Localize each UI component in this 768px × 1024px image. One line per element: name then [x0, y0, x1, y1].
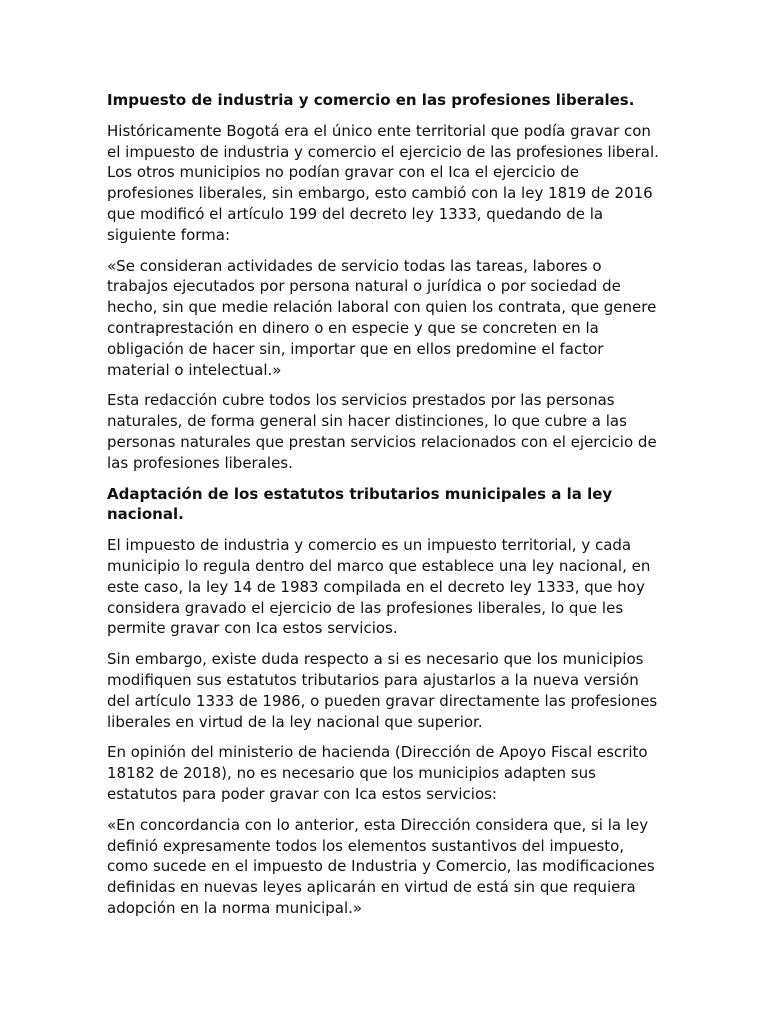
quote-articulo-199: «Se consideran actividades de servicio todas las tareas, labores o trabajos ejecutados por persona natural o jurídica o por sociedad de hecho, sin que medie relación laboral con quien los contrata, que genere contraprestación en dinero o en especie y que se concreten en la obligación de hacer sin, importar que en ellos predomine el factor material o intelectual.» — [107, 256, 657, 379]
paragraph-duda: Sin embargo, existe duda respecto a si es necesario que los municipios modifiquen sus estatutos tributarios para ajustarlos a la nueva versión del artículo 1333 de 1986, o pueden gravar directamente las profesiones liberales en virtud de la ley nacional que superior. — [107, 650, 658, 731]
quote-direccion-apoyo-fiscal: «En concordancia con lo anterior, esta Dirección considera que, si la ley definió expresamente todos los elementos sustantivos del impuesto, como sucede en el impuesto de Industria y Comercio, las modificaciones definidas en nuevas leyes aplicarán en virtud de está sin que requiera adopción en la norma municipal.» — [107, 815, 655, 917]
paragraph-impuesto-territorial: El impuesto de industria y comercio es un impuesto territorial, y cada municipio lo regula dentro del marco que establece una ley nacional, en este caso, la ley 14 de 1983 compilada en el decreto ley 1333, que hoy considera gravado el ejercicio de las profesiones liberales, lo que les permite gravar con Ica estos servicios. — [107, 536, 651, 638]
document-page — [107, 90, 663, 929]
section-heading-adaptacion: Adaptación de los estatutos tributarios municipales a la ley nacional. — [107, 484, 613, 524]
section-heading-ica-profesiones: Impuesto de industria y comercio en las profesiones liberales. — [107, 91, 635, 109]
paragraph-opinion-ministerio: En opinión del ministerio de hacienda (Dirección de Apoyo Fiscal escrito 18182 de 2018), no es necesario que los municipios adapten sus estatutos para poder gravar con Ica estos servicios: — [107, 743, 648, 803]
paragraph-redaccion: Esta redacción cubre todos los servicios prestados por las personas naturales, de forma general sin hacer distinciones, lo que cubre a las personas naturales que prestan servicios relacionados con el ejercicio de las profesiones liberales. — [107, 391, 657, 472]
paragraph-historia: Históricamente Bogotá era el único ente territorial que podía gravar con el impuesto de industria y comercio el ejercicio de las profesiones liberal. Los otros municipios no podían gravar con el Ica el ejercicio de profesiones liberales, sin embargo, esto cambió con la ley 1819 de 2016 que modificó el artículo 199 del decreto ley 1333, quedando de la siguiente forma: — [107, 121, 659, 244]
